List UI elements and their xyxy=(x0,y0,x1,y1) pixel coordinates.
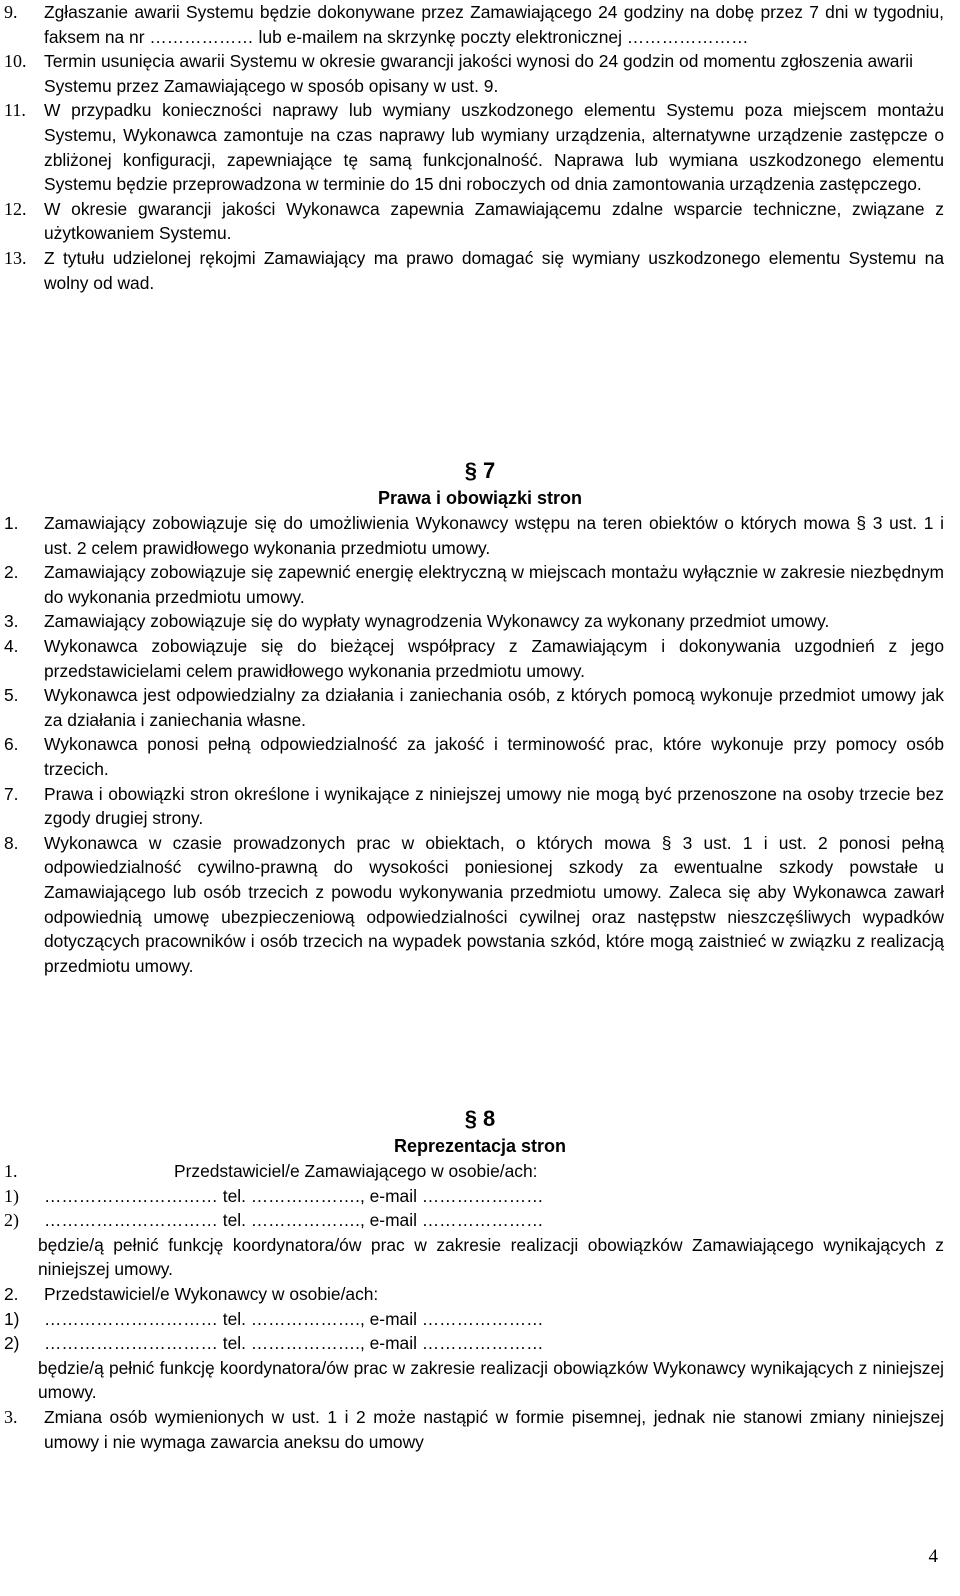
list-item xyxy=(0,683,960,732)
list-item xyxy=(0,197,960,246)
list-item xyxy=(0,246,960,295)
list-item xyxy=(0,1405,960,1454)
item-text: ………………………… tel. ………………., e-mail ………………… xyxy=(44,1333,544,1354)
item-text: Zamawiający zobowiązuje się do umożliwienia Wykonawcy wstępu na teren obiektów o których mowa § 3 ust. 1 i ust. 2 celem prawidłowego wykonania przedmiotu umowy. xyxy=(44,513,944,558)
list-item xyxy=(0,732,960,781)
item-number: 2) xyxy=(4,1210,19,1231)
list-item xyxy=(0,782,960,831)
paragraph: będzie/ą pełnić funkcję koordynatora/ów prac w zakresie realizacji obowiązków Zamawiającego wynikających z niniejszej umowy. xyxy=(38,1234,944,1280)
list-item xyxy=(0,634,960,683)
item-text: ………………………… tel. ………………., e-mail ………………… xyxy=(44,1185,544,1206)
list-item xyxy=(0,560,960,609)
list-item xyxy=(0,1282,960,1307)
item-text: Zamawiający zobowiązuje się do wypłaty wynagrodzenia Wykonawcy za wykonany przedmiot umowy. xyxy=(44,611,830,632)
item-number: 10. xyxy=(4,51,27,72)
section-8 xyxy=(0,1106,960,1454)
item-number: 13. xyxy=(4,247,27,268)
item-text: Wykonawca zobowiązuje się do bieżącej współpracy z Zamawiającym i dokonywania uzgodnień z jego przedstawicielami celem prawidłowego wykonania przedmiotu umowy. xyxy=(44,635,944,681)
item-number: 11. xyxy=(4,100,26,121)
list-item xyxy=(0,0,960,49)
list-item xyxy=(0,1307,960,1332)
item-text: Przedstawiciel/e Wykonawcy w osobie/ach: xyxy=(44,1283,379,1304)
item-text: Z tytułu udzielonej rękojmi Zamawiający ma prawo domagać się wymiany uszkodzonego elementu Systemu na wolny od wad. xyxy=(44,247,944,293)
item-number: 4. xyxy=(4,635,19,656)
list-item xyxy=(0,49,960,98)
item-number: 2) xyxy=(4,1333,20,1354)
item-number: 9. xyxy=(4,2,18,22)
item-number: 1. xyxy=(4,1161,18,1181)
item-number: 3. xyxy=(4,1406,18,1427)
item-text: ………………………… tel. ………………., e-mail ………………… xyxy=(44,1210,544,1231)
item-number: 8. xyxy=(4,832,19,853)
list-item xyxy=(0,1159,960,1184)
item-number: 6. xyxy=(4,734,19,755)
item-text: W okresie gwarancji jakości Wykonawca zapewnia Zamawiającemu zdalne wsparcie techniczne, związane z użytkowaniem Systemu. xyxy=(44,198,944,244)
item-text: Zgłaszanie awarii Systemu będzie dokonywane przez Zamawiającego 24 godziny na dobę przez 7 dni w tygodniu, faksem na nr ……………… lub e-mailem na skrzynkę poczty elektronicznej ………………… xyxy=(44,2,944,47)
paragraph: będzie/ą pełnić funkcję koordynatora/ów prac w zakresie realizacji obowiązków Wykonawcy wynikających z niniejszej umowy. xyxy=(38,1357,944,1403)
item-number: 7. xyxy=(4,783,19,804)
item-text: Wykonawca w czasie prowadzonych prac w obiektach, o których mowa § 3 ust. 1 i ust. 2 ponosi pełną odpowiedzialność cywilno-prawną do wysokości poniesionej szkody za ewentualne szkody powstałe u Zamawiającego lub osób trzecich z powodu wykonywania przedmiotu umowy. Zaleca się aby Wykonawca zawarł odpowiednią umowę ubezpieczeniową odpowiedzialności cywilnej oraz następstw nieszczęśliwych wypadków dotyczących pracowników i osób trzecich na wypadek powstania szkód, które mogą zaistnieć w związku z realizacją przedmiotu umowy. xyxy=(44,832,944,976)
item-text: W przypadku konieczności naprawy lub wymiany uszkodzonego elementu Systemu poza miejscem montażu Systemu, Wykonawca zamontuje na czas naprawy lub wymiany urządzenia, alternatywne urządzenie zastępcze o zbliżonej konfiguracji, zapewniające tę samą funkcjonalność. Naprawa lub wymiana uszkodzonego elementu Systemu będzie przeprowadzona w terminie do 15 dni roboczych od dnia zamontowania urządzenia zastępczego. xyxy=(44,100,944,195)
page-number: 4 xyxy=(928,1546,938,1567)
item-text: Wykonawca jest odpowiedzialny za działania i zaniechania osób, z których pomocą wykonuje przedmiot umowy jak za działania i zaniechania własne. xyxy=(44,685,944,730)
list-item xyxy=(0,1208,960,1233)
item-number: 12. xyxy=(4,198,27,219)
list-item xyxy=(0,831,960,979)
section-title: Prawa i obowiązki stron xyxy=(377,488,583,508)
item-number: 2. xyxy=(4,562,19,583)
item-text: Termin usunięcia awarii Systemu w okresie gwarancji jakości wynosi do 24 godzin od momentu zgłoszenia awarii Systemu przez Zamawiającego w sposób opisany w ust. 9. xyxy=(44,51,913,96)
list-item xyxy=(0,511,960,560)
item-text: Zmiana osób wymienionych w ust. 1 i 2 może nastąpić w formie pisemnej, jednak nie stanowi zmiany niniejszej umowy i nie wymaga zawarcia aneksu do umowy xyxy=(44,1406,944,1452)
item-number: 1) xyxy=(4,1308,20,1329)
item-number: 2. xyxy=(4,1283,19,1304)
list-item xyxy=(0,1184,960,1209)
item-text: Zamawiający zobowiązuje się zapewnić energię elektryczną w miejscach montażu wyłącznie w zakresie niezbędnym do wykonania przedmiotu umowy. xyxy=(44,562,944,607)
item-number: 1. xyxy=(4,513,19,533)
list-item xyxy=(0,98,960,196)
list-item xyxy=(0,1331,960,1356)
item-text: Przedstawiciel/e Zamawiającego w osobie/ach: xyxy=(174,1161,538,1181)
section-mark: § 7 xyxy=(464,458,496,483)
section-title: Reprezentacja stron xyxy=(393,1136,567,1156)
section-7 xyxy=(0,458,960,978)
section-mark: § 8 xyxy=(464,1106,496,1131)
item-text: Wykonawca ponosi pełną odpowiedzialność za jakość i terminowość prac, które wykonuje przy pomocy osób trzecich. xyxy=(44,734,944,779)
list-item xyxy=(0,609,960,634)
warranty-list xyxy=(0,0,960,295)
item-text: Prawa i obowiązki stron określone i wynikające z niniejszej umowy nie mogą być przenoszone na osoby trzecie bez zgody drugiej strony. xyxy=(44,783,944,829)
item-number: 5. xyxy=(4,685,19,706)
item-number: 3. xyxy=(4,611,19,632)
item-number: 1) xyxy=(4,1185,19,1206)
item-text: ………………………… tel. ………………., e-mail ………………… xyxy=(44,1308,544,1329)
